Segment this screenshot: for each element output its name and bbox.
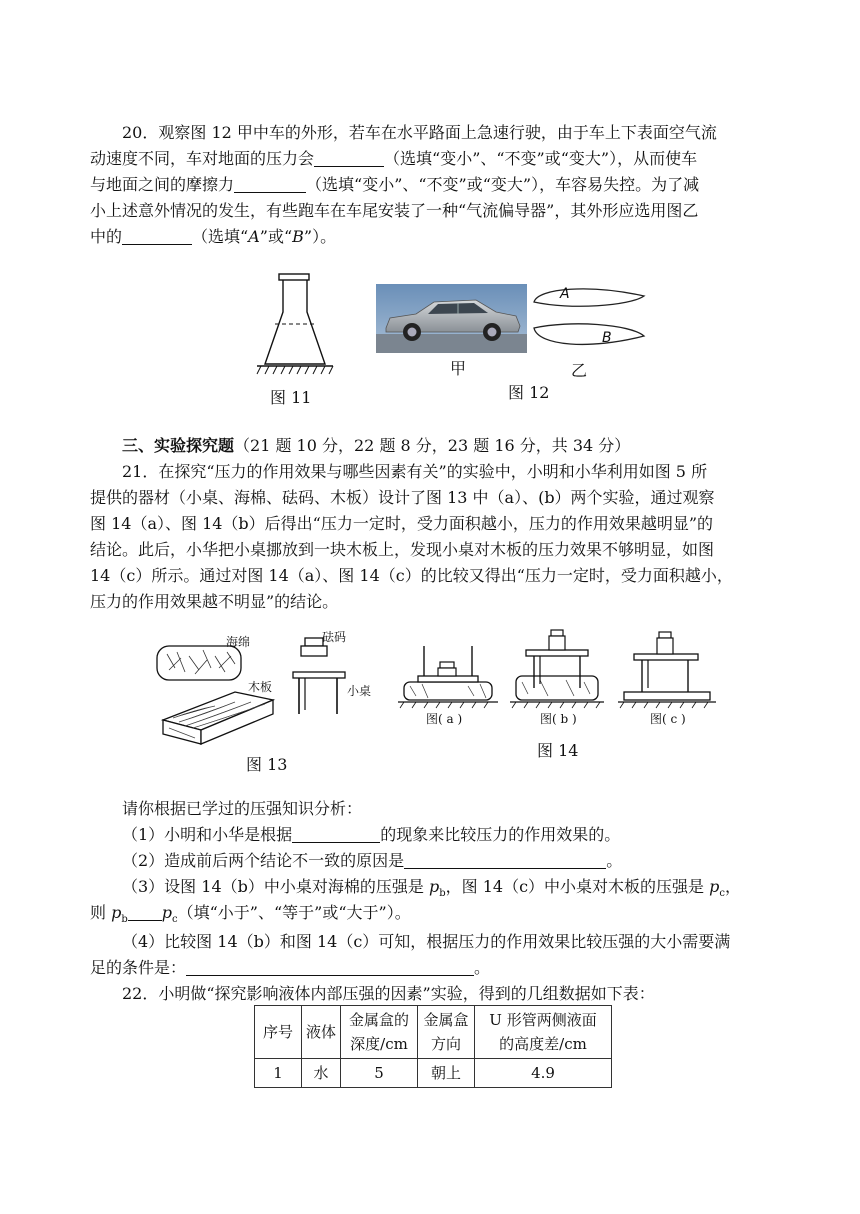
q21-line1: 21．在探究“压力的作用效果与哪些因素有关”的实验中，小明和小华利用如图 5 所 bbox=[122, 462, 708, 481]
table-cell: 朝上 bbox=[418, 1059, 475, 1088]
figure-11-caption: 图 11 bbox=[270, 388, 312, 407]
label-xiaozhuo: 小桌 bbox=[347, 684, 372, 698]
spoiler-label-b: B bbox=[602, 330, 612, 346]
q21-sub3-line2: 则 $p_b$ $p_c$（填“小于”、“等于”或“大于”）。 bbox=[90, 903, 411, 926]
q21-sub3-line1: （3）设图 14（b）中小桌对海棉的压强是 $p_b$，图 14（c）中小桌对木板的压强是 $p_c$， bbox=[122, 877, 741, 900]
q21-line2: 提供的器材（小桌、海棉、砝码、木板）设计了图 13 中（a）、(b）两个实验，通过观察 bbox=[90, 488, 715, 507]
q22-data-table bbox=[254, 1005, 612, 1088]
q21-sub2: （2）造成前后两个结论不一致的原因是 。 bbox=[122, 851, 623, 870]
q20-line1: 20．观察图 12 甲中车的外形，若车在水平路面上急速行驶，由于车上下表面空气流 bbox=[122, 123, 717, 142]
label-jia: 甲 bbox=[450, 359, 467, 378]
q21-line6: 压力的作用效果越不明显”的结论。 bbox=[90, 592, 339, 611]
header-cell: 金属盒的 深度/cm bbox=[341, 1006, 418, 1059]
label-fig-c: 图( c ) bbox=[650, 712, 686, 726]
q21-sub4-line2: 足的条件是： 。 bbox=[90, 958, 491, 977]
q20-line2: 动速度不同，车对地面的压力会 （选填“变小”、“不变”或“变大”），从而使车 bbox=[90, 149, 698, 168]
table-cell: 1 bbox=[255, 1059, 302, 1088]
table-cell: 4.9 bbox=[475, 1059, 612, 1088]
figure-14-experiments bbox=[398, 624, 718, 714]
header-cell: U 形管两侧液面 的高度差/cm bbox=[475, 1006, 612, 1059]
answer-blank[interactable] bbox=[128, 902, 162, 921]
q21-line4: 结论。此后，小华把小桌挪放到一块木板上，发现小桌对木板的压力效果不够明显，如图 bbox=[90, 540, 715, 559]
q22-line1: 22．小明做“探究影响液体内部压强的因素”实验，得到的几组数据如下表： bbox=[122, 984, 655, 1003]
label-mafa: 砝码 bbox=[322, 630, 347, 644]
label-haimian: 海绵 bbox=[226, 635, 251, 649]
label-muban: 木板 bbox=[248, 680, 273, 694]
q20-line5: 中的 （选填“A”或“B”）。 bbox=[90, 227, 337, 246]
label-yi: 乙 bbox=[571, 361, 588, 380]
answer-blank[interactable] bbox=[234, 174, 306, 193]
header-cell: 金属盒 方向 bbox=[418, 1006, 475, 1059]
q21-sub4-line1: （4）比较图 14（b）和图 14（c）可知，根据压力的作用效果比较压强的大小需要满 bbox=[122, 932, 731, 951]
answer-blank[interactable] bbox=[404, 850, 606, 869]
spoiler-shapes bbox=[530, 284, 648, 356]
figure-13-caption: 图 13 bbox=[246, 755, 288, 774]
q21-prompt: 请你根据已学过的压强知识分析： bbox=[122, 799, 363, 818]
header-cell: 液体 bbox=[302, 1006, 341, 1059]
label-fig-a: 图( a ) bbox=[426, 712, 463, 726]
table-row bbox=[255, 1059, 612, 1088]
figure-11-flask bbox=[255, 272, 335, 380]
q20-line4: 小上述意外情况的发生，有些跑车在车尾安装了一种“气流偏导器”，其外形应选用图乙 bbox=[90, 201, 699, 220]
spoiler-label-a: A bbox=[560, 286, 570, 302]
q20-line3: 与地面之间的摩擦力 （选填“变小”、“不变”或“变大”），车容易失控。为了减 bbox=[90, 175, 700, 194]
answer-blank[interactable] bbox=[292, 824, 380, 843]
q21-line3: 图 14（a）、图 14（b）后得出“压力一定时，受力面积越小，压力的作用效果越明显”的 bbox=[90, 514, 714, 533]
q21-sub1: （1）小明和小华是根据 的现象来比较压力的作用效果的。 bbox=[122, 825, 621, 844]
section-3-heading: 三、实验探究题（21 题 10 分，22 题 8 分，23 题 16 分，共 34 分） bbox=[122, 436, 631, 455]
table-cell: 水 bbox=[302, 1059, 341, 1088]
label-fig-b: 图( b ) bbox=[540, 712, 577, 726]
q21-line5: 14（c）所示。通过对图 14（a）、图 14（c）的比较又得出“压力一定时，受力面积越小， bbox=[90, 566, 733, 585]
answer-blank[interactable] bbox=[186, 957, 474, 976]
header-cell: 序号 bbox=[255, 1006, 302, 1059]
car-image bbox=[376, 284, 527, 353]
table-header-row bbox=[255, 1006, 612, 1059]
answer-blank[interactable] bbox=[122, 226, 192, 245]
table-cell: 5 bbox=[341, 1059, 418, 1088]
figure-12-caption: 图 12 bbox=[508, 383, 550, 402]
answer-blank[interactable] bbox=[314, 148, 384, 167]
figure-14-caption: 图 14 bbox=[537, 741, 579, 760]
